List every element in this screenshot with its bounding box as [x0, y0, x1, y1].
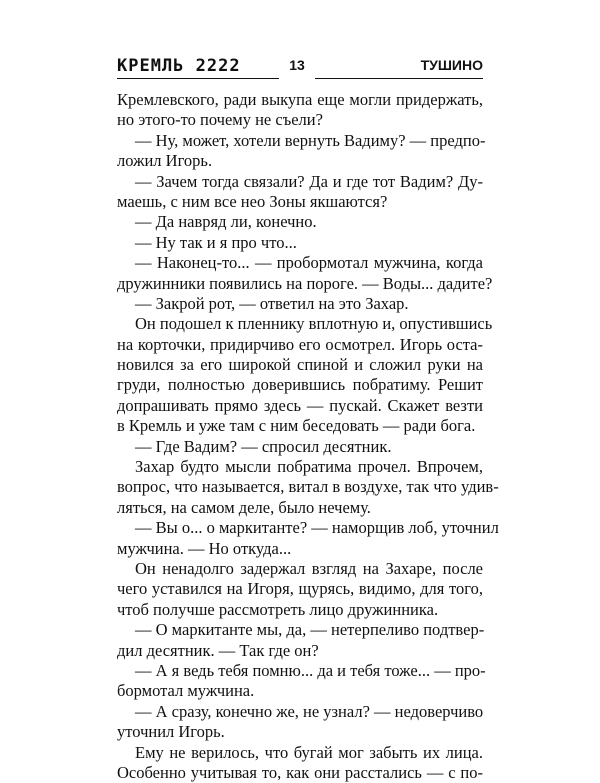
text-line: — А сразу, конечно же, не узнал? — недоверчиво — [135, 701, 484, 721]
text-line: — Вы о... о маркитанте? — наморщив лоб, уточнил — [135, 518, 499, 538]
text-line: Ему не верилось, что бугай мог забыть их лица. — [135, 742, 483, 762]
text-line: но этого-то почему не съели? — [117, 110, 323, 130]
series-title: КРЕМЛЬ 2222 — [117, 56, 241, 76]
text-line: маешь, с ним все нео Зоны якшаются? — [117, 191, 388, 211]
text-line: Он ненадолго задержал взгляд на Захаре, после — [135, 558, 483, 578]
text-line: вопрос, что называется, витал в воздухе, так что удив- — [117, 477, 499, 497]
text-line: — А я ведь тебя помню... да и тебя тоже... — про- — [135, 660, 486, 680]
text-line: — Где Вадим? — спросил десятник. — [135, 436, 392, 456]
text-line: бормотал мужчина. — [117, 681, 255, 701]
text-line: чтоб получше рассмотреть лицо дружинника. — [117, 599, 439, 619]
text-line: Он подошел к пленнику вплотную и, опустившись — [135, 314, 493, 334]
text-line: — Да навряд ли, конечно. — [135, 212, 317, 232]
text-line: чего уставился на Игоря, щурясь, видимо, для того, — [117, 579, 483, 599]
chapter-title: ТУШИНО — [420, 57, 483, 73]
text-line: Кремлевского, ради выкупа еще могли придержать, — [117, 90, 483, 109]
text-line: ложил Игорь. — [117, 151, 213, 171]
text-line: Захар будто мысли побратима прочел. Впрочем, — [135, 457, 483, 477]
text-line: — Ну, может, хотели вернуть Вадиму? — предпо- — [135, 130, 486, 150]
running-header — [117, 55, 483, 79]
text-line: уточнил Игорь. — [117, 722, 225, 742]
text-line: Особенно учитывая то, как они расстались — с по- — [117, 762, 483, 782]
text-line: дружинники появились на пороге. — Воды... дадите? — [117, 273, 493, 293]
text-line: груди, полностью доверившись побратиму. Решит — [117, 375, 483, 395]
header-rule-left — [117, 78, 279, 79]
text-line: дил десятник. — Так где он? — [117, 640, 319, 660]
text-line: в Кремль и уже там с ним беседовать — ради бога. — [117, 416, 476, 436]
text-line: — Закрой рот, — ответил на это Захар. — [135, 293, 409, 313]
page-number: 13 — [289, 57, 305, 73]
text-line: на корточки, придирчиво его осмотрел. Игорь оста- — [117, 334, 483, 354]
text-line: новился за его широкой спиной и сложил руки на — [117, 355, 483, 375]
header-rule-right — [315, 78, 483, 79]
text-line: — Наконец-то... — пробормотал мужчина, когда — [135, 253, 483, 273]
body-text — [117, 90, 499, 783]
text-line: — Зачем тогда связали? Да и где тот Вадим? Ду- — [135, 171, 483, 191]
text-line: — О маркитанте мы, да, — нетерпеливо подтвер- — [135, 620, 485, 640]
text-line: допрашивать прямо здесь — пускай. Скажет везти — [117, 395, 483, 415]
text-line: ляться, на самом деле, было нечему. — [117, 497, 371, 517]
text-line: мужчина. — Но откуда... — [117, 538, 292, 558]
text-line: — Ну так и я про что... — [135, 232, 297, 252]
